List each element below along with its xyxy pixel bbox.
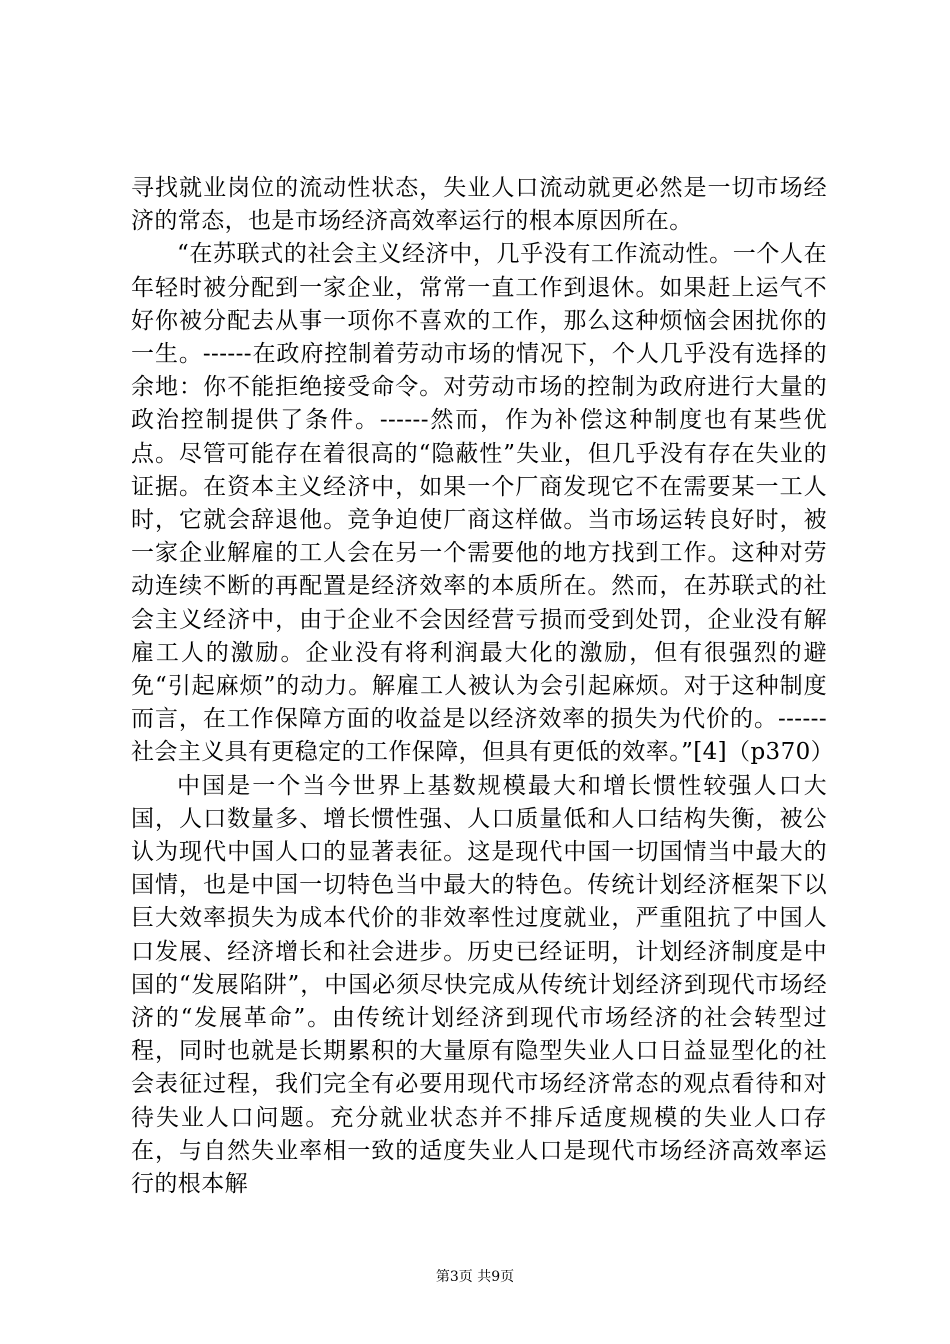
page-number-footer: 第3页 共9页 — [435, 1269, 515, 1285]
paragraph-continuation: 寻找就业岗位的流动性状态，失业人口流动就更必然是一切市场经济的常态，也是市场经济高效率运行的根本原因所在。 — [131, 175, 827, 235]
paragraph-quotation: “在苏联式的社会主义经济中，几乎没有工作流动性。一个人在年轻时被分配到一家企业，常常一直工作到退休。如果赶上运气不好你被分配去从事一项你不喜欢的工作，那么这种烦恼会困扰你的一生。------在政府控制着劳动市场的情况下，个人几乎没有选择的余地：你不能拒绝接受命令。对劳动市场的控制为政府进行大量的政治控制提供了条件。------然而，作为补偿这种制度也有某些优点。尽管可能存在着很高的“隐蔽性”失业，但几乎没有存在失业的证据。在资本主义经济中，如果一个厂商发现它不在需要某一工人时，它就会辞退他。竞争迫使厂商这样做。当市场运转良好时，被一家企业解雇的工人会在另一个需要他的地方找到工作。这种对劳动连续不断的再配置是经济效率的本质所在。然而，在苏联式的社会主义经济中，由于企业不会因经营亏损而受到处罚，企业没有解雇工人的激励。企业没有将利润最大化的激励，但有很强烈的避免“引起麻烦”的动力。解雇工人被认为会引起麻烦。对于这种制度而言，在工作保障方面的收益是以经济效率的损失为代价的。------社会主义具有更稳定的工作保障，但具有更低的效率。”[4]（p370） — [131, 241, 835, 766]
document-body — [131, 172, 835, 1201]
paragraph-china-population: 中国是一个当今世界上基数规模最大和增长惯性较强人口大国，人口数量多、增长惯性强、人口质量低和人口结构失衡，被公认为现代中国人口的显著表征。这是现代中国一切国情当中最大的国情，也是中国一切特色当中最大的特色。传统计划经济框架下以巨大效率损失为成本代价的非效率性过度就业，严重阻抗了中国人口发展、经济增长和社会进步。历史已经证明，计划经济制度是中国的“发展陷阱”，中国必须尽快完成从传统计划经济到现代市场经济的“发展革命”。由传统计划经济到现代市场经济的社会转型过程，同时也就是长期累积的大量原有隐型失业人口日益显型化的社会表征过程，我们完全有必要用现代市场经济常态的观点看待和对待失业人口问题。充分就业状态并不排斥适度规模的失业人口存在，与自然失业率相一致的适度失业人口是现代市场经济高效率运行的根本解 — [131, 772, 827, 1198]
